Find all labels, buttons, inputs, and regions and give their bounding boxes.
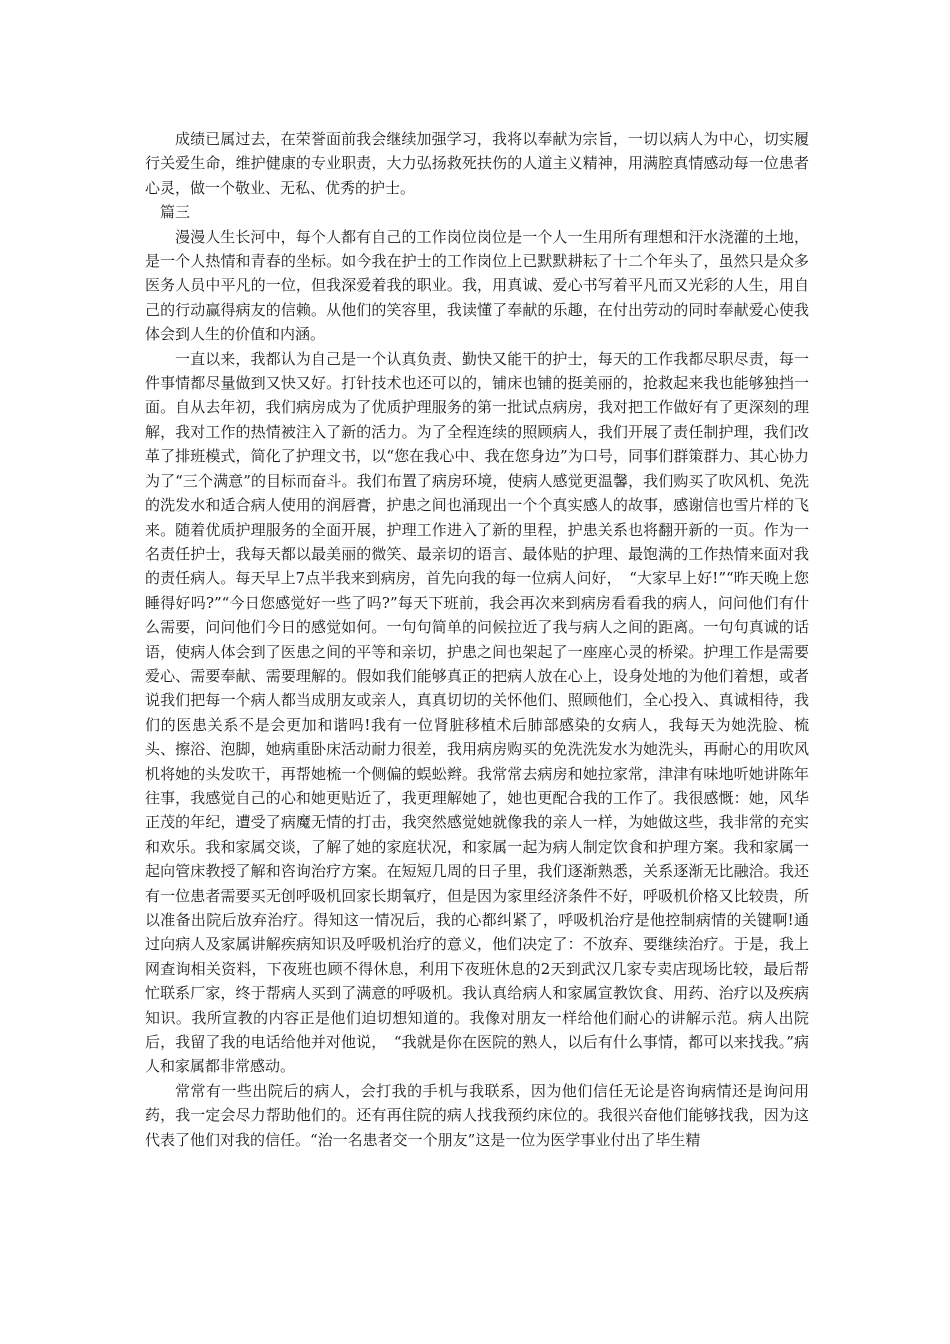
section-heading: 篇三 <box>160 203 191 222</box>
document-page <box>145 127 809 1152</box>
body-paragraph-3: 一直以来，我都认为自己是一个认真负责、勤快又能干的护士，每天的工作我都尽职尽责，每一件事情都尽量做到又快又好。打针技术也还可以的，铺床也铺的挺美丽的，抢救起来我也能够独挡一面。自从去年初，我们病房成为了优质护理服务的第一批试点病房，我对把工作做好有了更深刻的理解，我对工作的热情被注入了新的活力。为了全程连续的照顾病人，我们开展了责任制护理，我们改革了排班模式，简化了护理文书，以“您在我心中、我在您身边”为口号，同事们群策群力、其心协力为了“三个满意”的目标而奋斗。我们布置了病房环境，使病人感觉更温馨，我们购买了吹风机、免洗的洗发水和适合病人使用的润唇膏，护患之间也涌现出一个个真实感人的故事，感谢信也雪片样的飞来。随着优质护理服务的全面开展，护理工作进入了新的里程，护患关系也将翻开新的一页。作为一名责任护士，我每天都以最美丽的微笑、最亲切的语言、最体贴的护理、最饱满的工作热情来面对我的责任病人。每天早上7点半我来到病房，首先向我的每一位病人问好， “大家早上好!”“昨天晚上您睡得好吗?”“今日您感觉好一些了吗?”每天下班前，我会再次来到病房看看我的病人，问问他们有什么需要，问问他们今日的感觉如何。一句句简单的问候拉近了我与病人之间的距离。一句句真诚的话语，使病人体会到了医患之间的平等和亲切，护患之间也架起了一座座心灵的桥梁。护理工作是需要爱心、需要奉献、需要理解的。假如我们能够真正的把病人放在心上，设身处地的为他们着想，或者说我们把每一个病人都当成朋友或亲人，真真切切的关怀他们、照顾他们，全心投入、真诚相待，我们的医患关系不是会更加和谐吗!我有一位肾脏移植术后肺部感染的女病人，我每天为她洗脸、梳头、擦浴、泡脚，她病重卧床活动耐力很差，我用病房购买的免洗洗发水为她洗头，再耐心的用吹风机将她的头发吹干，再帮她梳一个侧偏的蜈蚣辫。我常常去病房和她拉家常，津津有味地听她讲陈年往事，我感觉自己的心和她更贴近了，我更理解她了，她也更配合我的工作了。我很感慨：她，风华正茂的年纪，遭受了病魔无情的打击，我突然感觉她就像我的亲人一样，为她做这些，我非常的充实和欢乐。我和家属交谈，了解了她的家庭状况，和家属一起为病人制定饮食和护理方案。我和家属一起向管床教授了解和咨询治疗方案。在短短几周的日子里，我们逐渐熟悉，关系逐渐无比融洽。我还有一位患者需要买无创呼吸机回家长期氧疗，但是因为家里经济条件不好，呼吸机价格又比较贵，所以准备出院后放弃治疗。得知这一情况后，我的心都纠紧了，呼吸机治疗是他控制病情的关键啊!通过向病人及家属讲解疾病知识及呼吸机治疗的意义，他们决定了：不放弃、要继续治疗。于是，我上网查询相关资料，下夜班也顾不得休息，利用下夜班休息的2天到武汉几家专卖店现场比较，最后帮忙联系厂家，终于帮病人买到了满意的呼吸机。我认真给病人和家属宣教饮食、用药、治疗以及疾病知识。我所宣教的内容正是他们迫切想知道的。我像对朋友一样给他们耐心的讲解示范。病人出院后，我留了我的电话给他并对他说， “我就是你在医院的熟人，以后有什么事情，都可以来找我。”病人和家属都非常感动。 <box>145 349 809 1076</box>
body-paragraph-1: 成绩已属过去，在荣誉面前我会继续加强学习，我将以奉献为宗旨，一切以病人为中心，切实履行关爱生命，维护健康的专业职责，大力弘扬救死扶伤的人道主义精神，用满腔真情感动每一位患者心灵，做一个敬业、无私、优秀的护士。 <box>145 130 809 197</box>
body-paragraph-2: 漫漫人生长河中，每个人都有自己的工作岗位岗位是一个人一生用所有理想和汗水浇灌的土地，是一个人热情和青春的坐标。如今我在护士的工作岗位上已默默耕耘了十二个年头了，虽然只是众多医务人员中平凡的一位，但我深爱着我的职业。我，用真诚、爱心书写着平凡而又光彩的人生，用自己的行动赢得病友的信赖。从他们的笑容里，我读懂了奉献的乐趣，在付出劳动的同时奉献爱心使我体会到人生的价值和内涵。 <box>145 227 809 344</box>
body-paragraph-4: 常常有一些出院后的病人，会打我的手机与我联系，因为他们信任无论是咨询病情还是询问用药，我一定会尽力帮助他们的。还有再住院的病人找我预约床位的。我很兴奋他们能够找我，因为这代表了他们对我的信任。“治一名患者交一个朋友”这是一位为医学事业付出了毕生精 <box>145 1081 809 1149</box>
